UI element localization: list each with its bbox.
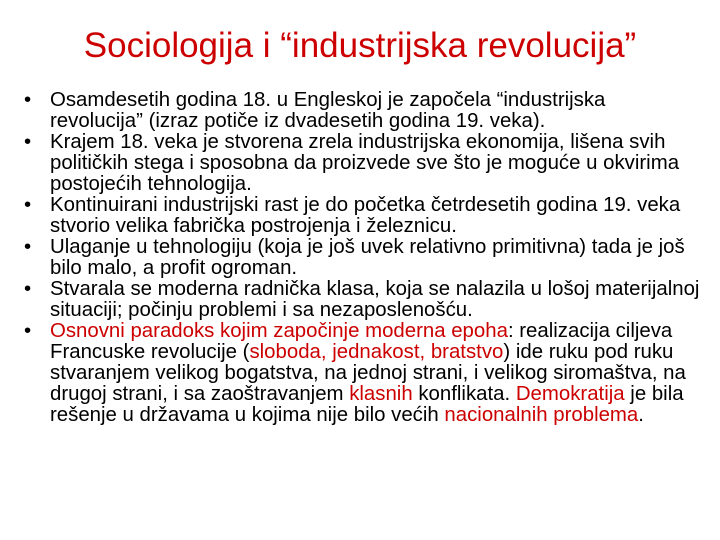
text-segment: ) ide ruku pod ruku stvaranjem velikog bogatstva, na jednoj strani, i velikog siromaštva, na drugoj strani, i sa zaoštravanjem <box>50 341 686 405</box>
bullet-text: Krajem 18. veka je stvorena zrela industrijska ekonomija, lišena svih političkih stega i sposobna da proizvede sve što je moguće u okvirima postojećih tehnologija. <box>50 131 680 195</box>
bullet-icon: • <box>24 320 32 342</box>
bullet-icon: • <box>24 236 32 258</box>
revolution-ideals: sloboda, jednakost, bratstvo <box>249 341 504 363</box>
national-problems-term: nacionalnih problema <box>444 404 639 426</box>
bullet-text: Stvarala se moderna radnička klasa, koja se nalazila u lošoj materijalnoj situaciji; počinju problemi i sa nezaposlenošću. <box>50 278 700 321</box>
bullet-icon: • <box>24 131 32 153</box>
text-segment: : realizacija ciljeva Francuske revolucije ( <box>50 320 673 363</box>
bullet-icon: • <box>24 89 32 111</box>
bullet-text: Ulaganje u tehnologiju (koja je još uvek relativno primitivna) tada je još bilo malo, a profit ogroman. <box>50 236 685 279</box>
paradox-heading: Osnovni paradoks kojim započinje moderna epoha <box>50 320 508 342</box>
bullet-item-4 <box>24 237 700 279</box>
text-segment: . <box>638 404 644 426</box>
bullet-text: Kontinuirani industrijski rast je do početka četrdesetih godina 19. veka stvorio velika fabrička postrojenja i železnicu. <box>50 194 681 237</box>
bullet-icon: • <box>24 278 32 300</box>
bullet-list <box>24 90 700 426</box>
bullet-item-1 <box>24 90 700 132</box>
bullet-text <box>50 320 686 426</box>
democracy-term: Demokratija <box>515 383 625 405</box>
bullet-item-5 <box>24 279 700 321</box>
bullet-item-3 <box>24 195 700 237</box>
bullet-item-2 <box>24 132 700 195</box>
class-term: klasnih <box>349 383 413 405</box>
bullet-icon: • <box>24 194 32 216</box>
slide-title: Sociologija i “industrijska revolucija” <box>83 26 637 65</box>
text-segment: je bila rešenje u državama u kojima nije bilo većih <box>50 383 684 426</box>
text-segment: konflikata. <box>412 383 516 405</box>
bullet-item-6 <box>24 321 700 426</box>
bullet-text: Osamdesetih godina 18. u Engleskoj je započela “industrijska revolucija” (izraz potiče iz dvadesetih godina 19. veka). <box>50 89 606 132</box>
